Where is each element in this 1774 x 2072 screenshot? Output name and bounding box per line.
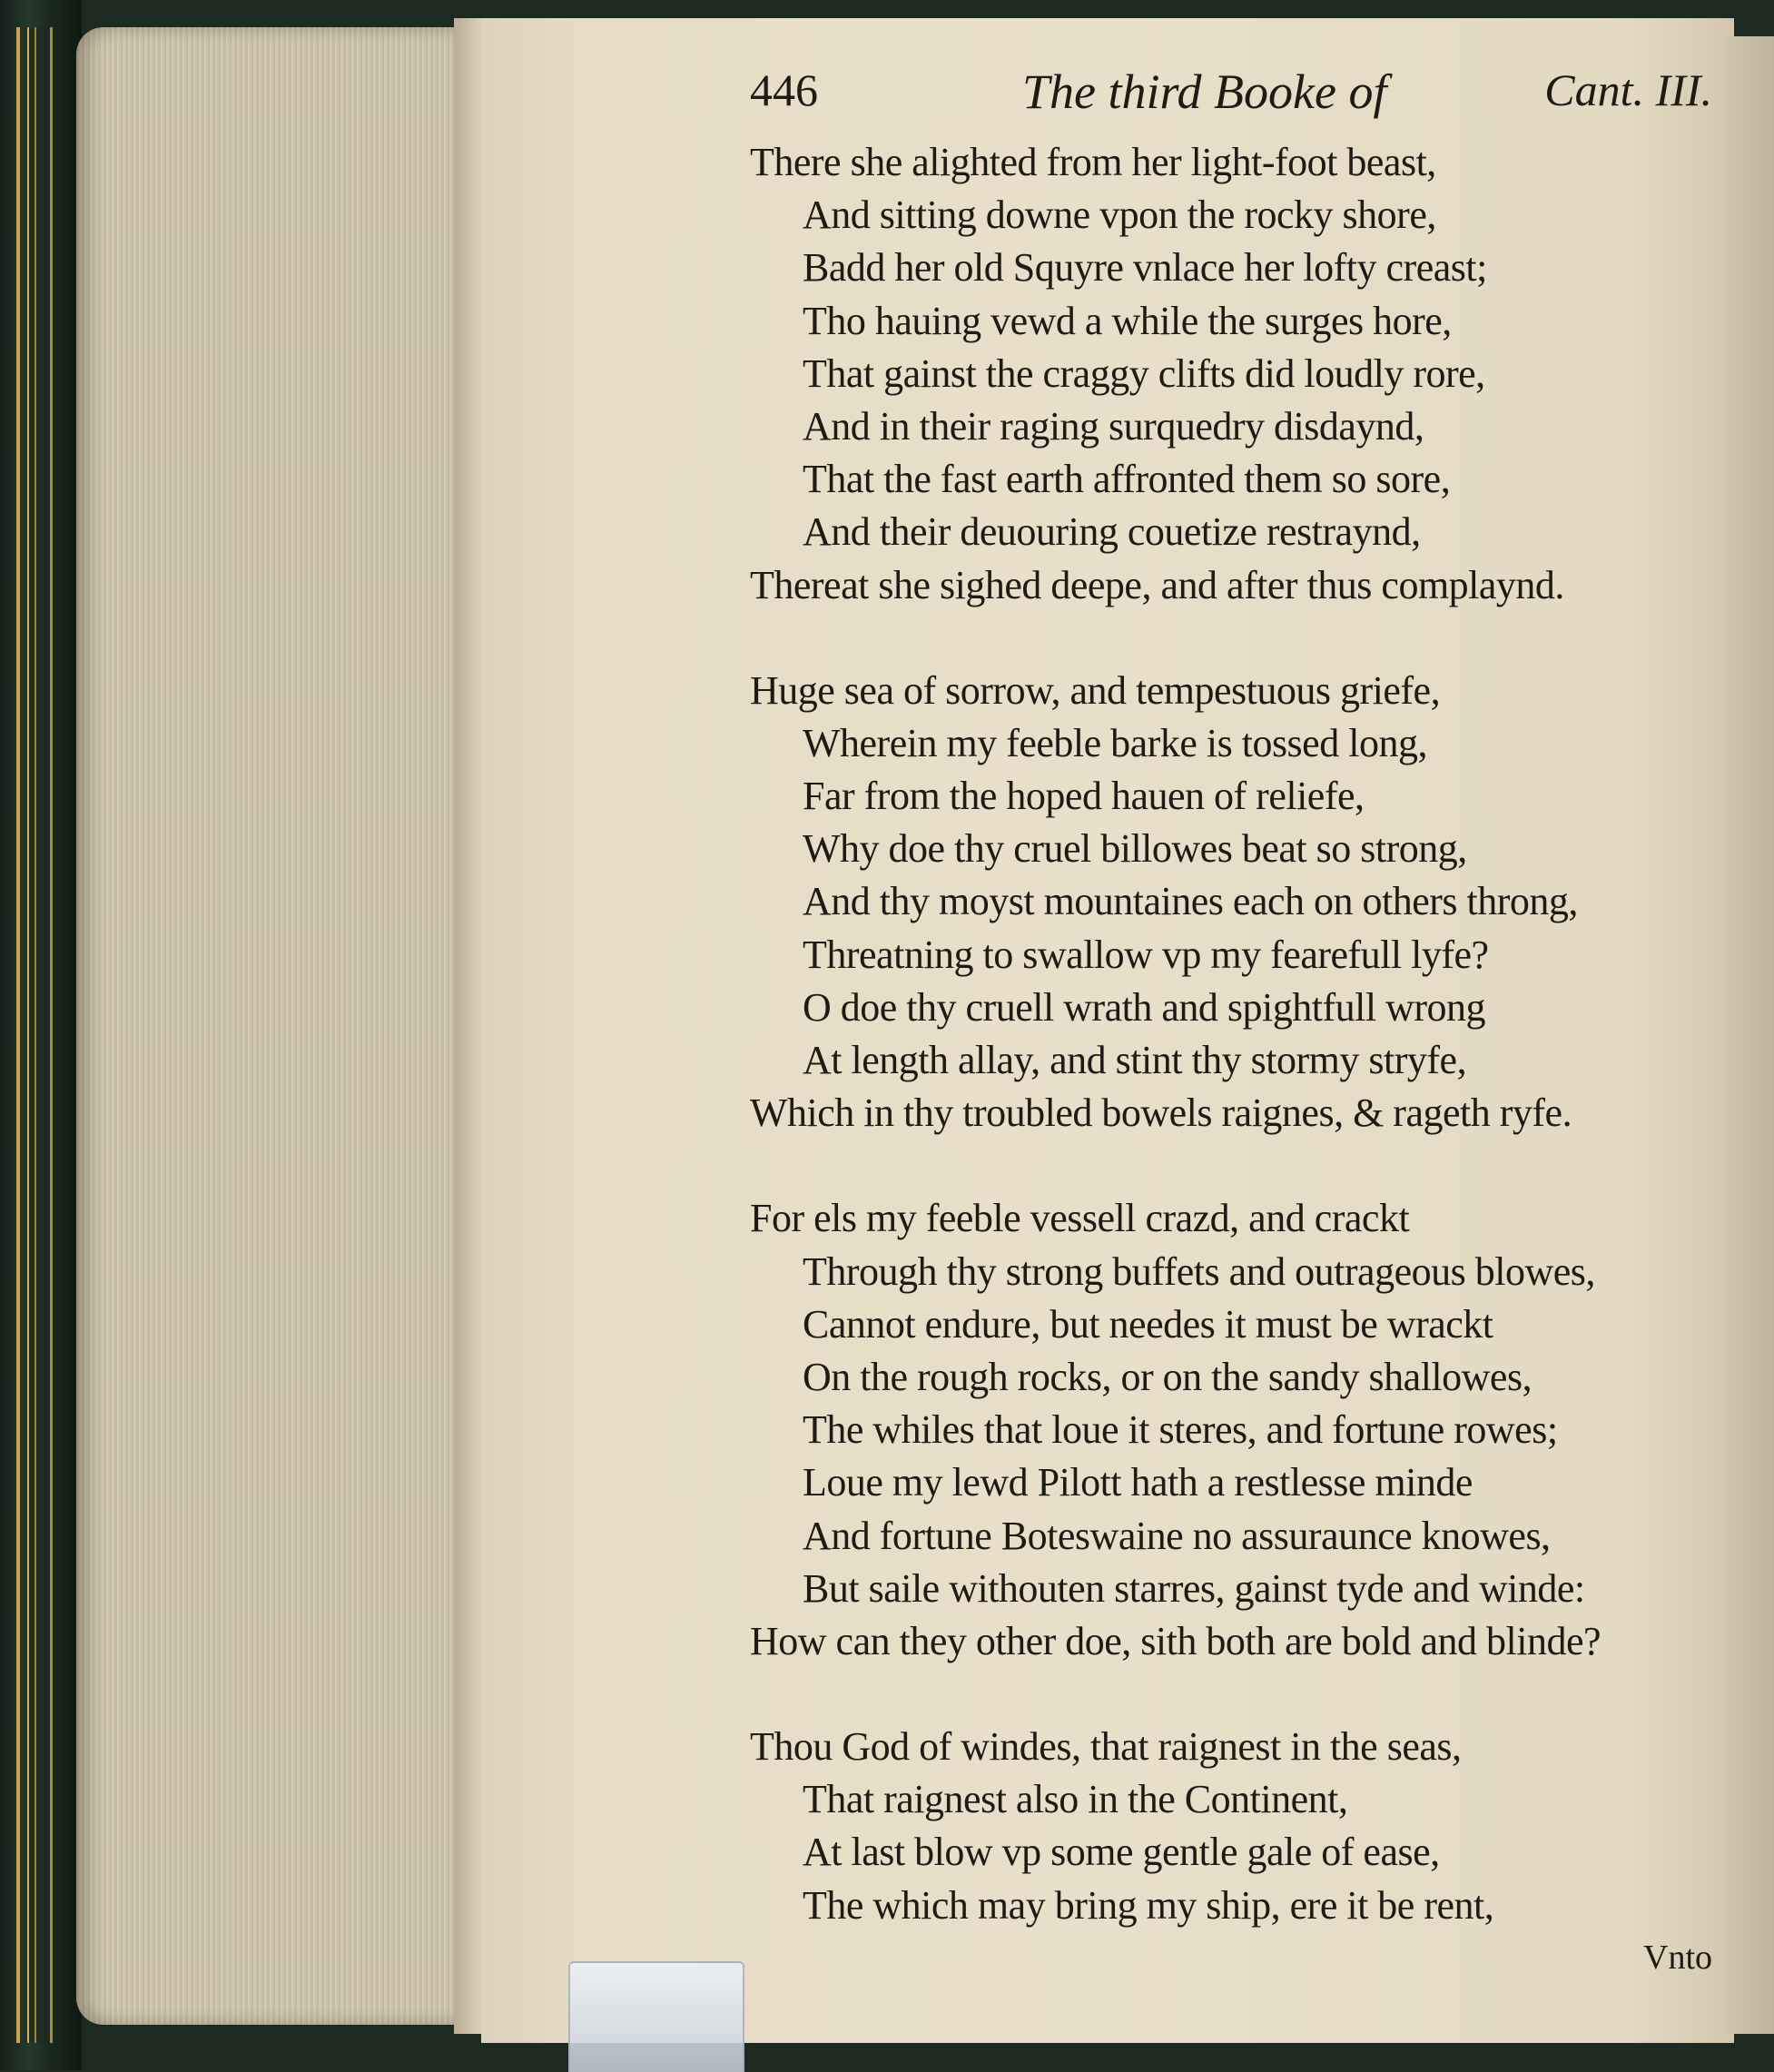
running-header: [750, 64, 1712, 136]
verse-line: That raignest also in the Continent,: [803, 1777, 1348, 1822]
canto-label: Cant. III.: [1544, 64, 1712, 115]
verse-line: And in their raging surquedry disdaynd,: [803, 403, 1424, 449]
verse-line: Thereat she sighed deepe, and after thus complaynd.: [750, 562, 1564, 607]
verse-line: And fortune Boteswaine no assuraunce knowes,: [803, 1513, 1551, 1558]
verse-line: At last blow vp some gentle gale of ease,: [803, 1830, 1440, 1875]
verse-line: On the rough rocks, or on the sandy shallowes,: [803, 1354, 1533, 1399]
verse-line: Cannot endure, but needes it must be wrackt: [803, 1301, 1493, 1347]
verse-line: At length allay, and stint thy stormy stryfe,: [803, 1038, 1467, 1082]
verse-line: Far from the hoped hauen of reliefe,: [803, 774, 1365, 819]
verse-line: Badd her old Squyre vnlace her lofty creast;: [803, 245, 1487, 291]
verse-line: For els my feeble vessell crazd, and crackt: [750, 1196, 1410, 1241]
next-page-edge: [1725, 36, 1774, 2034]
verse-line: Threatning to swallow vp my fearefull lyfe?: [803, 932, 1489, 977]
verse-line: The which may bring my ship, ere it be rent,: [803, 1882, 1494, 1928]
verse-line: Wherein my feeble barke is tossed long,: [803, 720, 1427, 765]
running-title: The third Booke of: [1022, 64, 1387, 119]
stanza: [750, 665, 1712, 1140]
verse-line: And thy moyst mountaines each on others throng,: [803, 879, 1578, 924]
verse-line: The whiles that loue it steres, and fortune rowes;: [803, 1407, 1558, 1453]
verse-line: Why doe thy cruel billowes beat so strong,: [803, 826, 1467, 872]
verse-line: Which in thy troubled bowels raignes, & rageth ryfe.: [750, 1090, 1572, 1136]
page-number: 446: [750, 64, 818, 115]
stanza: [750, 1192, 1712, 1668]
verse-line: There she alighted from her light-foot beast,: [750, 140, 1436, 184]
verse-line: And sitting downe vpon the rocky shore,: [803, 192, 1436, 238]
verse-line: Huge sea of sorrow, and tempestuous griefe,: [750, 667, 1441, 713]
verse-line: That the fast earth affronted them so sore,: [803, 457, 1451, 502]
verse-line: But saile withouten starres, gainst tyde and winde:: [803, 1565, 1585, 1611]
verse-line: That gainst the craggy clifts did loudly rore,: [803, 350, 1485, 396]
stanza: [750, 136, 1712, 612]
book-cover-edge: [0, 0, 82, 2070]
verse-line: Through thy strong buffets and outrageous blowes,: [803, 1248, 1595, 1294]
verse-line: Loue my lewd Pilott hath a restlesse minde: [803, 1460, 1473, 1505]
gilt-border: [16, 27, 53, 2043]
verse-line: O doe thy cruell wrath and spightfull wrong: [803, 984, 1486, 1030]
page-edges: [76, 27, 485, 2025]
catchword: Vnto: [1643, 1938, 1712, 1977]
verse-line: And their deuouring couetize restraynd,: [803, 509, 1421, 555]
verse-line: How can they other doe, sith both are bold and blinde?: [750, 1618, 1602, 1663]
verse-line: Thou God of windes, that raignest in the seas,: [750, 1724, 1462, 1770]
stanza: [750, 1721, 1712, 1932]
page-text: [750, 64, 1712, 1977]
page-clip: [568, 1961, 744, 2072]
verse-line: Tho hauing vewd a while the surges hore,: [803, 298, 1452, 343]
